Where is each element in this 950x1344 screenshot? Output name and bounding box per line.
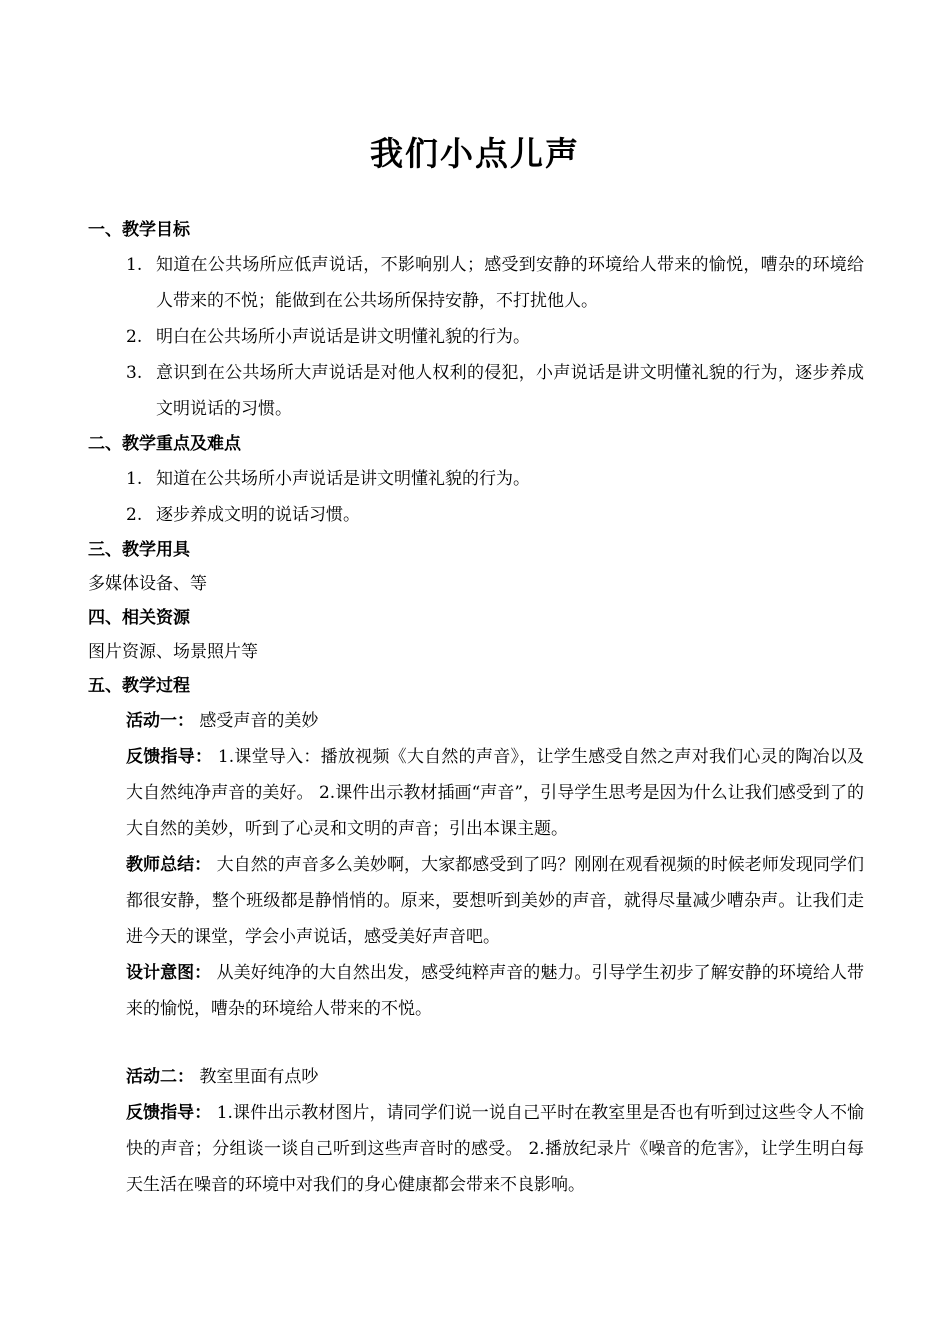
tools-text: 多媒体设备、等 bbox=[88, 574, 207, 594]
list-item: 1. 知道在公共场所小声说话是讲文明懂礼貌的行为。 bbox=[126, 469, 530, 489]
list-item: 3. 意识到在公共场所大声说话是对他人权利的侵犯，小声说话是讲文明懂礼貌的行为，逐步养成文明说话的习惯。 bbox=[126, 363, 864, 419]
activity2-title: 活动二： 教室里面有点吵 bbox=[126, 1067, 319, 1087]
objectives-list bbox=[88, 247, 864, 427]
activity1-title: 活动一： 感受声音的美妙 bbox=[126, 711, 319, 731]
section-heading-resources: 四、相关资源 bbox=[88, 608, 190, 628]
spacer bbox=[88, 1027, 864, 1059]
section-heading-tools: 三、教学用具 bbox=[88, 540, 190, 560]
document-body bbox=[88, 213, 864, 1203]
resources-text: 图片资源、场景照片等 bbox=[88, 642, 258, 662]
activity2-feedback: 反馈指导： 1.课件出示教材图片，请同学们说一说自己平时在教室里是否也有听到过这些令人不愉快的声音；分组谈一谈自己听到这些声音时的感受。 2.播放纪录片《噪音的危害》，让学生明白每天生活在噪音的环境中对我们的身心健康都会带来不良影响。 bbox=[126, 1103, 865, 1195]
list-item: 2. 逐步养成文明的说话习惯。 bbox=[126, 505, 360, 525]
section-heading-key-points: 二、教学重点及难点 bbox=[88, 434, 241, 454]
activity1-feedback: 反馈指导： 1.课堂导入：播放视频《大自然的声音》，让学生感受自然之声对我们心灵的陶冶以及大自然纯净声音的美好。 2.课件出示教材插画“声音”，引导学生思考是因为什么让我们感受到了的大自然的美妙，听到了心灵和文明的声音；引出本课主题。 bbox=[126, 747, 864, 839]
list-item: 2. 明白在公共场所小声说话是讲文明懂礼貌的行为。 bbox=[126, 327, 530, 347]
section-heading-process: 五、教学过程 bbox=[88, 676, 190, 696]
list-item: 1. 知道在公共场所应低声说话，不影响别人；感受到安静的环境给人带来的愉悦，嘈杂的环境给人带来的不悦；能做到在公共场所保持安静，不打扰他人。 bbox=[126, 255, 864, 311]
section-heading-objectives: 一、教学目标 bbox=[88, 220, 190, 240]
activity1-intent: 设计意图： 从美好纯净的大自然出发，感受纯粹声音的魅力。引导学生初步了解安静的环境给人带来的愉悦，嘈杂的环境给人带来的不悦。 bbox=[126, 963, 864, 1019]
key-points-list bbox=[88, 461, 864, 533]
page-title: 我们小点儿声 bbox=[370, 134, 580, 173]
activity1-summary: 教师总结： 大自然的声音多么美妙啊，大家都感受到了吗？刚刚在观看视频的时候老师发现同学们都很安静，整个班级都是静悄悄的。原来，要想听到美妙的声音，就得尽量减少嘈杂声。让我们走进今天的课堂，学会小声说话，感受美好声音吧。 bbox=[126, 855, 864, 947]
